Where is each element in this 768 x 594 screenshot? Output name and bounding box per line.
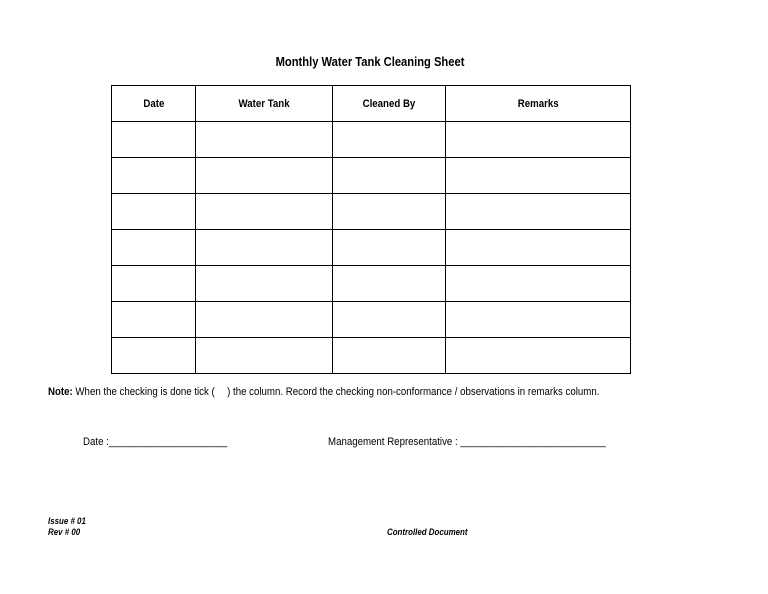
note-text-after: ) the column. Record the checking non-conformance / observations in remarks column. <box>227 386 600 398</box>
table-cell-water-tank <box>196 338 333 374</box>
note-text-before: When the checking is done tick ( <box>72 386 215 398</box>
table-cell-remarks <box>446 338 631 374</box>
table-cell-water-tank <box>196 158 333 194</box>
table-cell-cleaned-by <box>333 122 446 158</box>
table-cell-cleaned-by <box>333 230 446 266</box>
table-row <box>112 194 631 230</box>
table-row <box>112 302 631 338</box>
management-representative-signature-line: Management Representative : ___________________________ <box>328 436 606 448</box>
note-text <box>48 386 599 398</box>
table-cell-date <box>112 266 196 302</box>
table-cell-date <box>112 302 196 338</box>
note-label: Note: <box>48 386 73 398</box>
column-header-cleaned-by: Cleaned By <box>333 86 446 122</box>
table-row <box>112 122 631 158</box>
table-cell-date <box>112 122 196 158</box>
table-row <box>112 338 631 374</box>
table-row <box>112 230 631 266</box>
cleaning-sheet-table <box>111 85 631 374</box>
table-cell-date <box>112 230 196 266</box>
table-body <box>112 122 631 374</box>
table-cell-remarks <box>446 266 631 302</box>
table-cell-cleaned-by <box>333 266 446 302</box>
column-header-water-tank: Water Tank <box>196 86 333 122</box>
date-signature-line: Date :______________________ <box>83 436 228 448</box>
table-cell-remarks <box>446 230 631 266</box>
table-cell-water-tank <box>196 230 333 266</box>
column-header-remarks: Remarks <box>446 86 631 122</box>
table-cell-date <box>112 338 196 374</box>
table-cell-water-tank <box>196 302 333 338</box>
table-cell-remarks <box>446 302 631 338</box>
table-cell-water-tank <box>196 194 333 230</box>
table-header-row <box>112 86 631 122</box>
column-header-date: Date <box>112 86 196 122</box>
table-cell-remarks <box>446 194 631 230</box>
revision-number: Rev # 00 <box>48 527 81 537</box>
table-cell-cleaned-by <box>333 302 446 338</box>
footer-revision-info <box>48 516 86 538</box>
table-cell-water-tank <box>196 122 333 158</box>
table-cell-cleaned-by <box>333 194 446 230</box>
table-cell-water-tank <box>196 266 333 302</box>
page-title: Monthly Water Tank Cleaning Sheet <box>275 54 465 69</box>
table-cell-cleaned-by <box>333 338 446 374</box>
table-cell-cleaned-by <box>333 158 446 194</box>
table-cell-date <box>112 194 196 230</box>
table-cell-remarks <box>446 158 631 194</box>
controlled-document-label: Controlled Document <box>387 527 468 537</box>
table-cell-remarks <box>446 122 631 158</box>
table-row <box>112 266 631 302</box>
table-row <box>112 158 631 194</box>
table-cell-date <box>112 158 196 194</box>
issue-number: Issue # 01 <box>48 516 86 526</box>
